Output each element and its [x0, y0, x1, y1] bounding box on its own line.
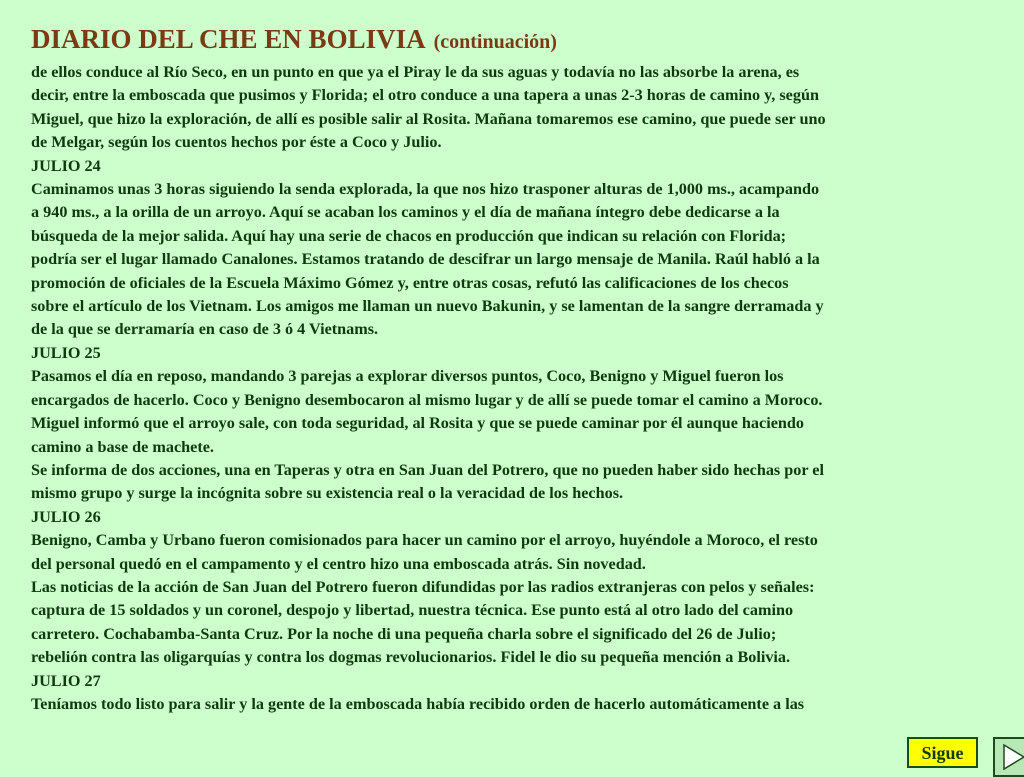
text-line: Pasamos el día en reposo, mandando 3 parejas a explorar diversos puntos, Coco, Benigno y Miguel fueron los — [31, 367, 784, 386]
text-line: de Melgar, según los cuentos hechos por éste a Coco y Julio. — [31, 133, 442, 152]
page-title — [31, 20, 557, 59]
text-line: Teníamos todo listo para salir y la gente de la emboscada había recibido orden de hacerlo automáticamente a las — [31, 694, 805, 713]
next-button[interactable]: Sigue — [907, 737, 978, 768]
text-line: mismo grupo y surge la incógnita sobre su existencia real o la veracidad de los hechos. — [31, 484, 624, 503]
text-line: carretero. Cochabamba-Santa Cruz. Por la noche di una pequeña charla sobre el significado del 26 de Julio; — [31, 624, 777, 643]
entry-date: JULIO 24 — [31, 156, 101, 175]
text-line: de ellos conduce al Río Seco, en un punto en que ya el Piray le da sus aguas y todavía no las absorbe la arena, es — [31, 63, 800, 81]
text-line: a 940 ms., a la orilla de un arroyo. Aquí se acaban los caminos y el día de mañana íntegro debe dedicarse a la — [31, 203, 780, 222]
text-line: rebelión contra las oligarquías y contra los dogmas revolucionarios. Fidel le dio su pequeña mención a Bolivia. — [31, 648, 791, 667]
title-main: DIARIO DEL CHE EN BOLIVIA — [31, 24, 426, 54]
text-line: promoción de oficiales de la Escuela Máximo Gómez y, entre otras cosas, refutó las calificaciones de los checos — [31, 273, 789, 292]
text-line: Miguel, que hizo la exploración, de allí es posible salir al Rosita. Mañana tomaremos ese camino, que puede ser uno — [31, 109, 826, 128]
title-subtitle: (continuación) — [433, 31, 557, 53]
diary-text — [31, 61, 1011, 716]
text-line: podría ser el lugar llamado Canalones. Estamos tratando de descifrar un largo mensaje de Manila. Raúl habló a la — [31, 250, 820, 269]
text-line: Las noticias de la acción de San Juan del Potrero fueron difundidas por las radios extranjeras con pelos y señales: — [31, 577, 815, 596]
next-page-arrow[interactable] — [993, 737, 1024, 777]
text-line: búsqueda de la mejor salida. Aquí hay una serie de chacos en producción que indican su relación con Florida; — [31, 226, 787, 245]
text-line: encargados de hacerlo. Coco y Benigno desembocaron al mismo lugar y de allí se puede tomar el camino a Moroco. — [31, 390, 823, 409]
text-line: de la que se derramaría en caso de 3 ó 4 Vietnams. — [31, 320, 379, 339]
text-line: Benigno, Camba y Urbano fueron comisionados para hacer un camino por el arroyo, huyéndole a Moroco, el resto — [31, 531, 818, 550]
text-line: Caminamos unas 3 horas siguiendo la senda explorada, la que nos hizo trasponer alturas de 1,000 ms., acampando — [31, 180, 820, 199]
text-line: del personal quedó en el campamento y el centro hizo una emboscada atrás. Sin novedad. — [31, 554, 646, 573]
entry-date: JULIO 27 — [31, 671, 101, 690]
entry-date: JULIO 26 — [31, 507, 101, 526]
arrow-right-icon — [995, 739, 1024, 775]
entry-date: JULIO 25 — [31, 343, 101, 362]
text-line: captura de 15 soldados y un coronel, despojo y libertad, nuestra técnica. Ese punto está al otro lado del camino — [31, 601, 794, 620]
text-line: Miguel informó que el arroyo sale, con toda seguridad, al Rosita y que se puede caminar por él aunque haciendo — [31, 414, 804, 433]
text-line: Se informa de dos acciones, una en Taperas y otra en San Juan del Potrero, que no pueden haber sido hechas por el — [31, 460, 824, 479]
text-line: sobre el artículo de los Vietnam. Los amigos me llaman un nuevo Bakunin, y se lamentan de la sangre derramada y — [31, 297, 824, 316]
text-line: camino a base de machete. — [31, 437, 214, 456]
text-line: decir, entre la emboscada que pusimos y Florida; el otro conduce a una tapera a unas 2-3 horas de camino y, según — [31, 86, 819, 105]
